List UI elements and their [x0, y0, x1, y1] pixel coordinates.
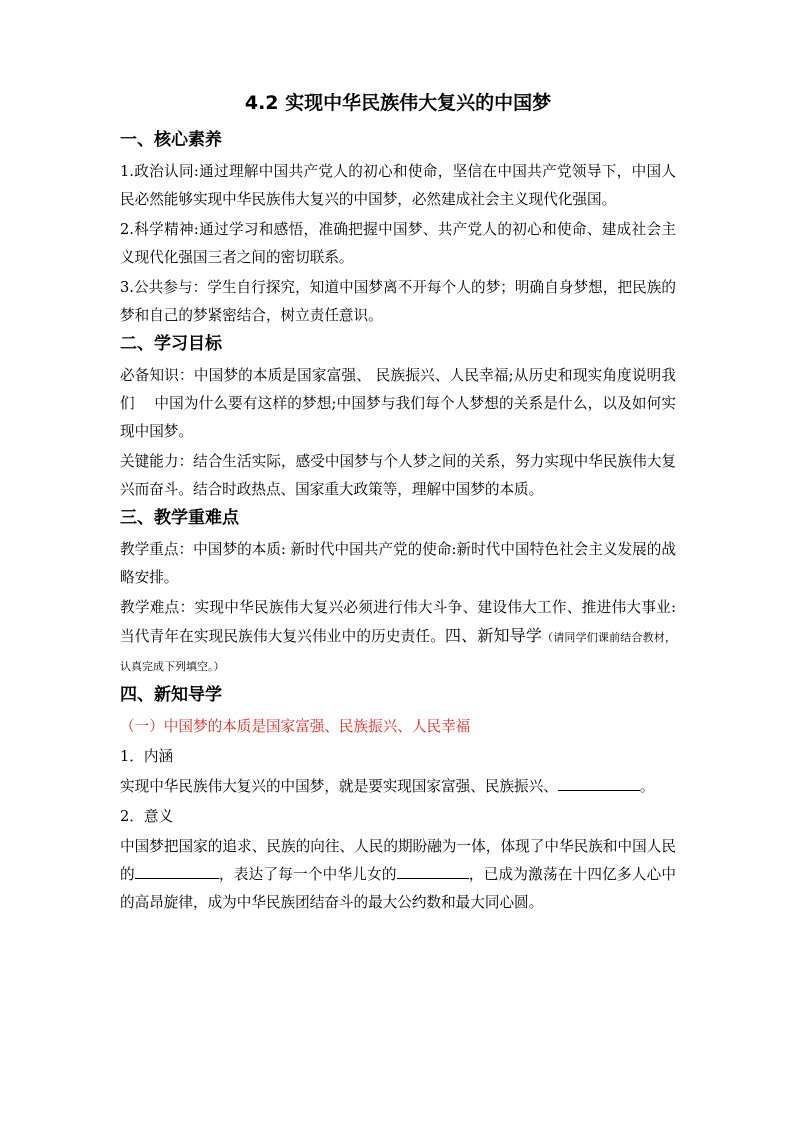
section-heading-learning-goals: 二、学习目标: [120, 334, 222, 354]
paragraph-political-identity: 1.政治认同:通过理解中国共产党人的初心和使命，坚信在中国共产党领导下，中国人民必然能够实现中华民族伟大复兴的中国梦，必然建成社会主义现代化强国。: [120, 163, 676, 208]
paragraph-scientific-spirit: 2.科学精神:通过学习和感悟，准确把握中国梦、共产党人的初心和使命、建成社会主义现代化强国三者之间的密切联系。: [120, 221, 676, 266]
section-heading-new-knowledge: 四、新知导学: [120, 685, 222, 705]
paragraph-teaching-focus: 教学重点：中国梦的本质: 新时代中国共产党的使命:新时代中国特色社会主义发展的战略安排。: [120, 541, 676, 586]
teaching-difficulty-text: 教学难点：实现中华民族伟大复兴必须进行伟大斗争、建设伟大工作、推进伟大事业:当代青年在实现民族伟大复兴伟业中的历史责任。: [120, 599, 676, 645]
significance-text-a: 中国梦把国家的追求、民族的向往、人民的期盼融为一体，体现了中华民族和中国人民的: [120, 838, 676, 883]
connotation-end: 。: [639, 778, 655, 795]
paragraph-key-ability: 关键能力：结合生活实际，感受中国梦与个人梦之间的关系，努力实现中华民族伟大复兴而奋斗。结合时政热点、国家重大政策等，理解中国梦的本质。: [120, 453, 676, 498]
inline-heading-new-knowledge: 四、新知导学: [444, 626, 543, 645]
section-heading-core-literacy: 一、核心素养: [120, 130, 222, 150]
paragraph-public-participation: 3.公共参与：学生自行探究，知道中国梦离不开每个人的梦；明确自身梦想，把民族的梦和自己的梦紧密结合，树立责任意识。: [120, 279, 676, 324]
fill-blank-1[interactable]: [558, 774, 640, 791]
paragraph-essential-knowledge: 必备知识：中国梦的本质是国家富强、 民族振兴、人民幸福;从历史和现实角度说明我们 中国为什么要有这样的梦想;中国梦与我们每个人梦想的关系是什么，以及如何实现中国梦。: [120, 367, 676, 440]
subheading-essence-of-chinese-dream: （一）中国梦的本质是国家富强、民族振兴、人民幸福: [120, 718, 471, 735]
significance-text-c: ，已成为激荡在十四亿多人心中的高昂旋律，成为中华民族团结奋斗的最大公约数和最大同心圆。: [120, 866, 676, 911]
paragraph-significance: [120, 833, 676, 917]
fill-blank-2[interactable]: [135, 862, 219, 879]
inline-note: （请同学们课前结合教材，认真完成下列填空。）: [120, 631, 676, 673]
document-title: 4.2 实现中华民族伟大复兴的中国梦: [244, 92, 552, 114]
item-label-significance: 2．意义: [120, 808, 174, 825]
section-heading-key-difficult-points: 三、教学重难点: [120, 508, 239, 528]
connotation-text: 实现中华民族伟大复兴的中国梦，就是要实现国家富强、民族振兴、: [120, 778, 558, 795]
significance-text-b: ，表达了每一个中华儿女的: [218, 866, 397, 883]
item-label-connotation: 1．内涵: [120, 748, 174, 765]
fill-blank-3[interactable]: [397, 862, 469, 879]
paragraph-teaching-difficulty: [120, 594, 676, 681]
document-page: [120, 90, 676, 919]
paragraph-connotation: [120, 773, 676, 801]
